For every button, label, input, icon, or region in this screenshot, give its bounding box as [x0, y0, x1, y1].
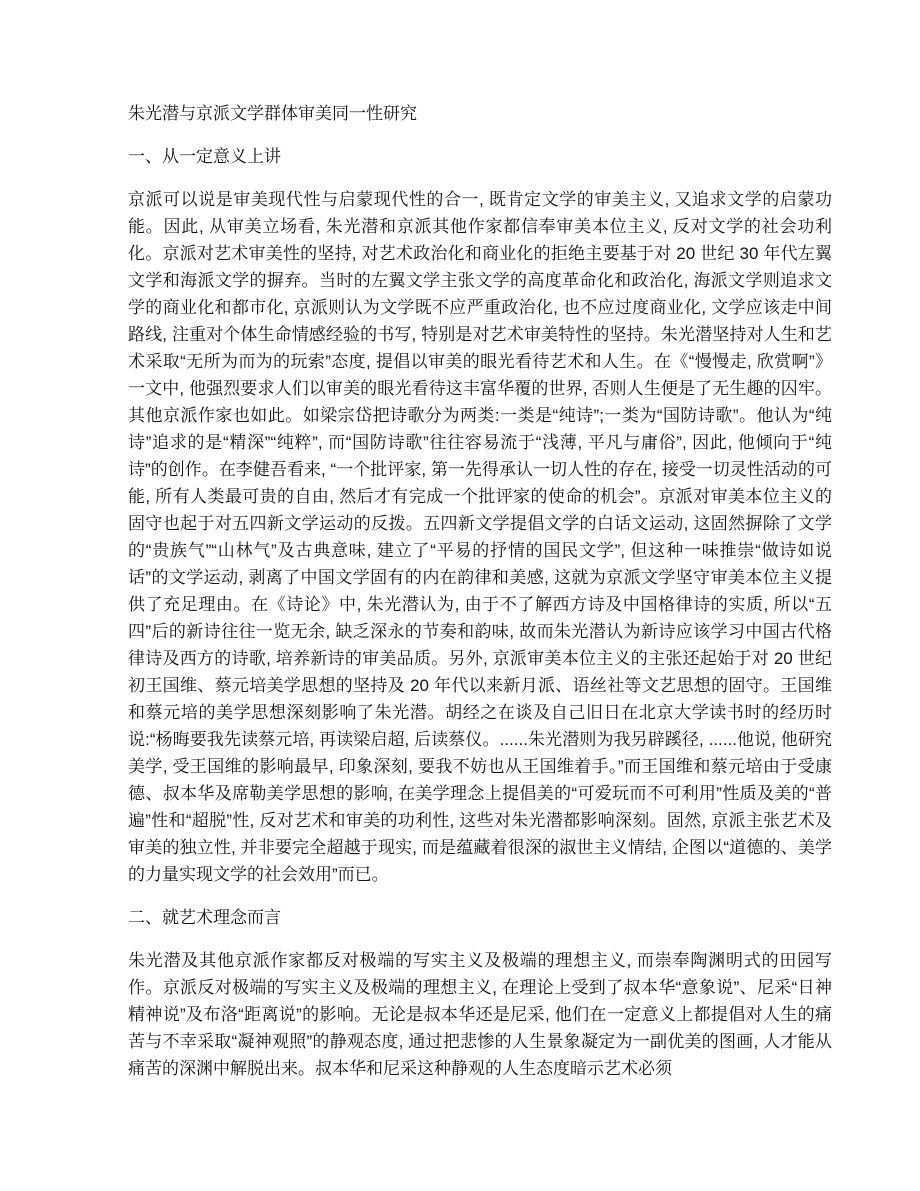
section-2-heading: 二、就艺术理念而言: [128, 908, 281, 927]
document-title-text: 朱光潜与京派文学群体审美同一性研究: [128, 104, 417, 123]
section-2-paragraph: 朱光潜及其他京派作家都反对极端的写实主义及极端的理想主义, 而崇奉陶渊明式的田园写作。京派反对极端的写实主义及极端的理想主义, 在理论上受到了叔本华“意象说”、尼采“日神精神说”及布洛“距离说”的影响。无论是叔本华还是尼采, 他们在一定意义上都提倡对人生的痛苦与不幸采取“凝神观照”的静观态度, 通过把悲惨的人生景象凝定为一副优美的图画, 人才能从痛苦的深渊中解脱出来。叔本华和尼采这种静观的人生态度暗示艺术必须: [128, 951, 832, 1078]
section-1-heading: 一、从一定意义上讲: [128, 147, 281, 166]
document-title: [128, 100, 832, 127]
section-1-paragraph: 京派可以说是审美现代性与启蒙现代性的合一, 既肯定文学的审美主义, 又追求文学的启蒙功能。因此, 从审美立场看, 朱光潜和京派其他作家都信奉审美本位主义, 反对文学的社会功利化。京派对艺术审美性的坚持, 对艺术政治化和商业化的拒绝主要基于对 20 世纪 30 年代左翼文学和海派文学的摒弃。当时的左翼文学主张文学的高度革命化和政治化, 海派文学则追求文学的商业化和都市化, 京派则认为文学既不应严重政治化, 也不应过度商业化, 文学应该走中间路线, 注重对个体生命情感经验的书写, 特别是对艺术审美特性的坚持。朱光潜坚持对人生和艺术采取“无所为而为的玩索”态度, 提倡以审美的眼光看待艺术和人生。在《“慢慢走, 欣赏啊”》一文中, 他强烈要求人们以审美的眼光看待这丰富华覆的世界, 否则人生便是了无生趣的囚牢。其他京派作家也如此。如梁宗岱把诗歌分为两类:一类是“纯诗”;一类为“国防诗歌”。他认为“纯诗”追求的是“精深”“纯粹”, 而“国防诗歌”往往容易流于“浅薄, 平凡与庸俗”, 因此, 他倾向于“纯诗”的创作。在李健吾看来, “一个批评家, 第一先得承认一切人性的存在, 接受一切灵性活动的可能, 所有人类最可贵的自由, 然后才有完成一个批评家的使命的机会”。京派对审美本位主义的固守也起于对五四新文学运动的反拨。五四新文学提倡文学的白话文运动, 这固然摒除了文学的“贵族气”“山林气”及古典意味, 建立了“平易的抒情的国民文学”, 但这种一味推崇“做诗如说话”的文学运动, 剥离了中国文学固有的内在韵律和美感, 这就为京派文学坚守审美本位主义提供了充足理由。在《诗论》中, 朱光潜认为, 由于不了解西方诗及中国格律诗的实质, 所以“五四”后的新诗往往一览无余, 缺乏深永的节奏和韵味, 故而朱光潜认为新诗应该学习中国古代格律诗及西方的诗歌, 培养新诗的审美品质。另外, 京派审美本位主义的主张还起始于对 20 世纪初王国维、蔡元培美学思想的坚持及 20 年代以来新月派、语丝社等文艺思想的固守。王国维和蔡元培的美学思想深刻影响了朱光潜。胡经之在谈及自己旧日在北京大学读书时的经历时说:“杨晦要我先读蔡元培, 再读梁启超, 后读蔡仪。......朱光潜则为我另辟蹊径, ......他说, 他研究美学, 受王国维的影响最早, 印象深刻, 要我不妨也从王国维着手。”而王国维和蔡元培由于受康德、叔本华及席勒美学思想的影响, 在美学理念上提倡美的“可爱玩而不可利用”性质及美的“普遍”性和“超脱”性, 反对艺术和审美的功利性, 这些对朱光潜都影响深刻。固然, 京派主张艺术及审美的独立性, 并非要完全超越于现实, 而是蕴藏着很深的淑世主义情结, 企图以“道德的、美学的力量实现文学的社会效用”而已。: [128, 190, 832, 884]
